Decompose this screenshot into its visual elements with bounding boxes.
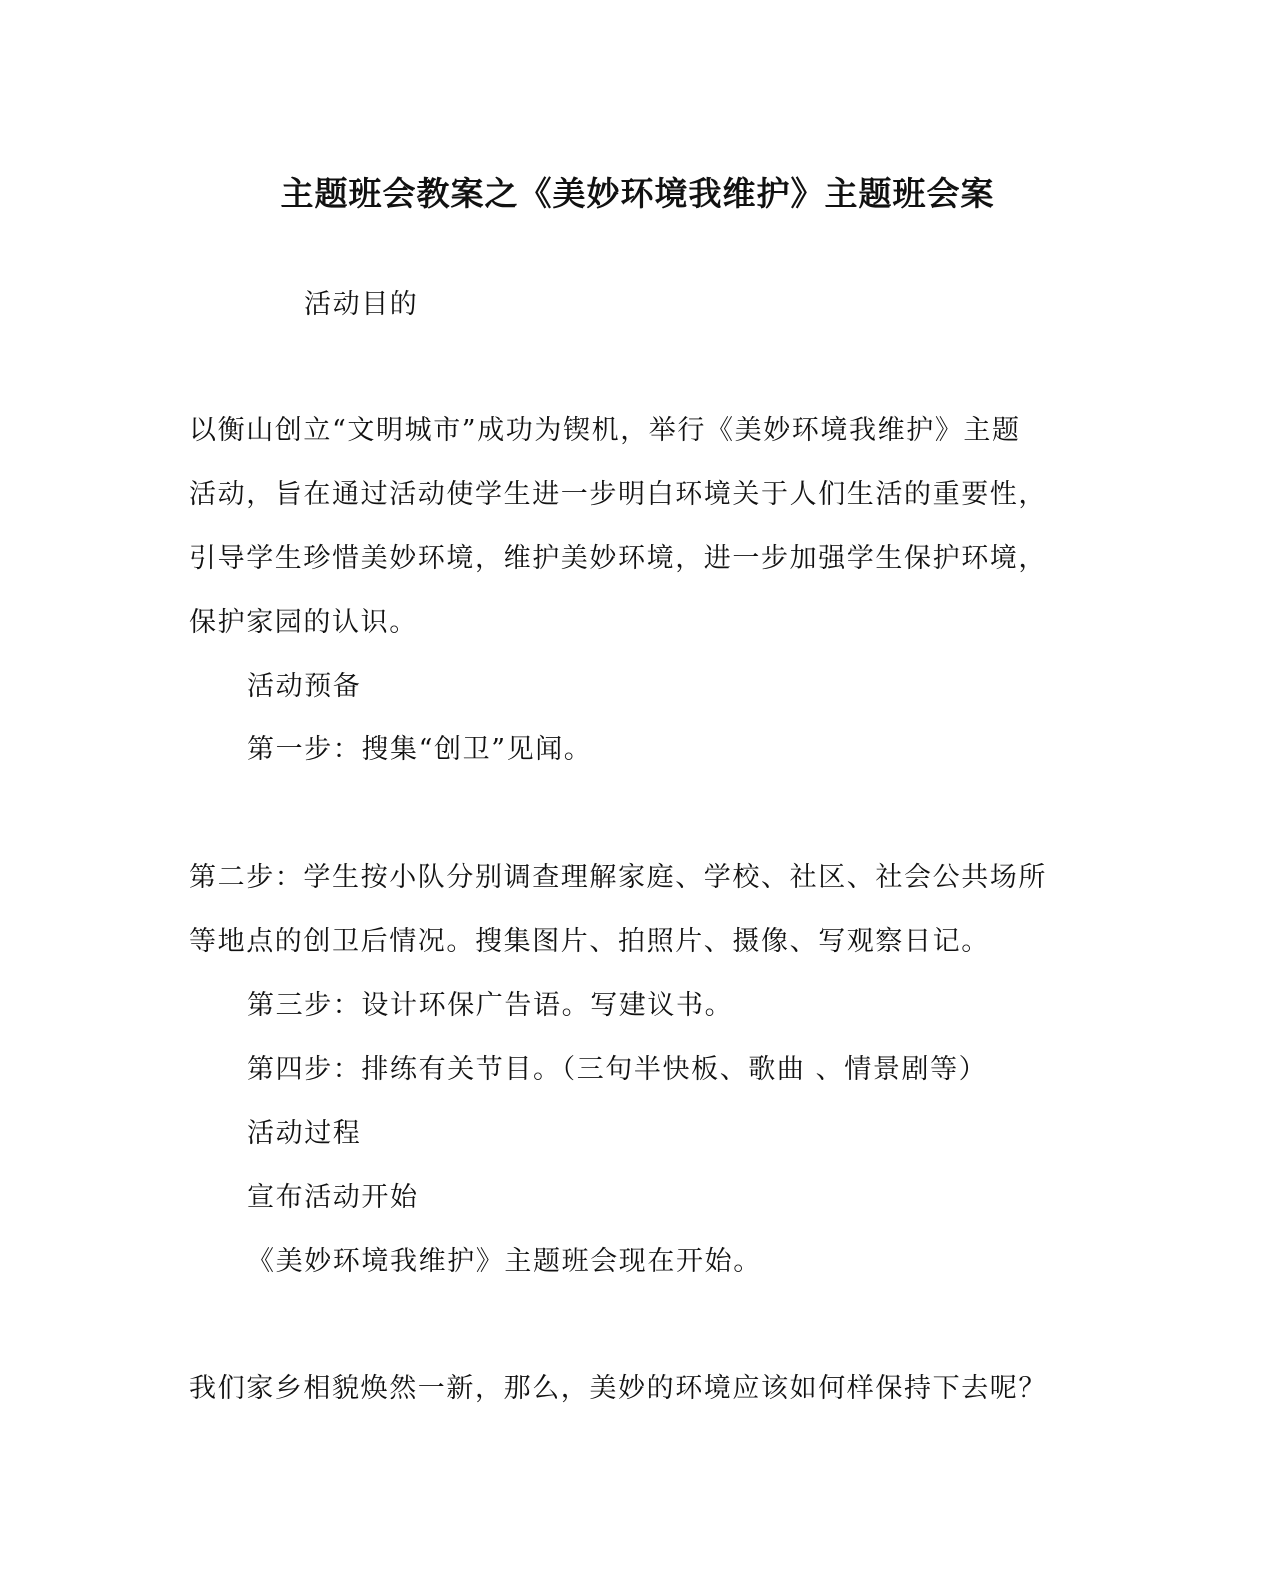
paragraph-line: 等地点的创卫后情况。搜集图片、拍照片、摄像、写观察日记。: [189, 926, 990, 957]
paragraph-line: 《美妙环境我维护》主题班会现在开始。: [247, 1246, 762, 1277]
paragraph-line: 活动，旨在通过活动使学生进一步明白环境关于人们生活的重要性，: [189, 479, 1047, 510]
step-two-line: 第二步：学生按小队分别调查理解家庭、学校、社区、社会公共场所: [189, 862, 1047, 893]
paragraph-line: 引导学生珍惜美妙环境，维护美妙环境，进一步加强学生保护环境，: [189, 543, 1047, 574]
document-title: 主题班会教案之《美妙环境我维护》主题班会案: [280, 174, 995, 213]
step-one-line: 第一步：搜集“创卫”见闻。: [247, 734, 593, 765]
subheading-announce-start: 宣布活动开始: [247, 1182, 419, 1213]
section-heading-activity-preparation: 活动预备: [247, 671, 362, 702]
section-heading-activity-process: 活动过程: [247, 1118, 362, 1149]
paragraph-line: 我们家乡相貌焕然一新，那么，美妙的环境应该如何样保持下去呢？: [189, 1373, 1047, 1404]
step-four-line: 第四步：排练有关节目。（三句半快板、歌曲 、情景剧等）: [247, 1054, 988, 1085]
section-heading-activity-purpose: 活动目的: [304, 289, 419, 320]
step-three-line: 第三步：设计环保广告语。写建议书。: [247, 990, 734, 1021]
paragraph-line: 保护家园的认识。: [189, 607, 418, 638]
paragraph-line: 以衡山创立“文明城市”成功为锲机，举行《美妙环境我维护》主题: [189, 415, 1021, 446]
